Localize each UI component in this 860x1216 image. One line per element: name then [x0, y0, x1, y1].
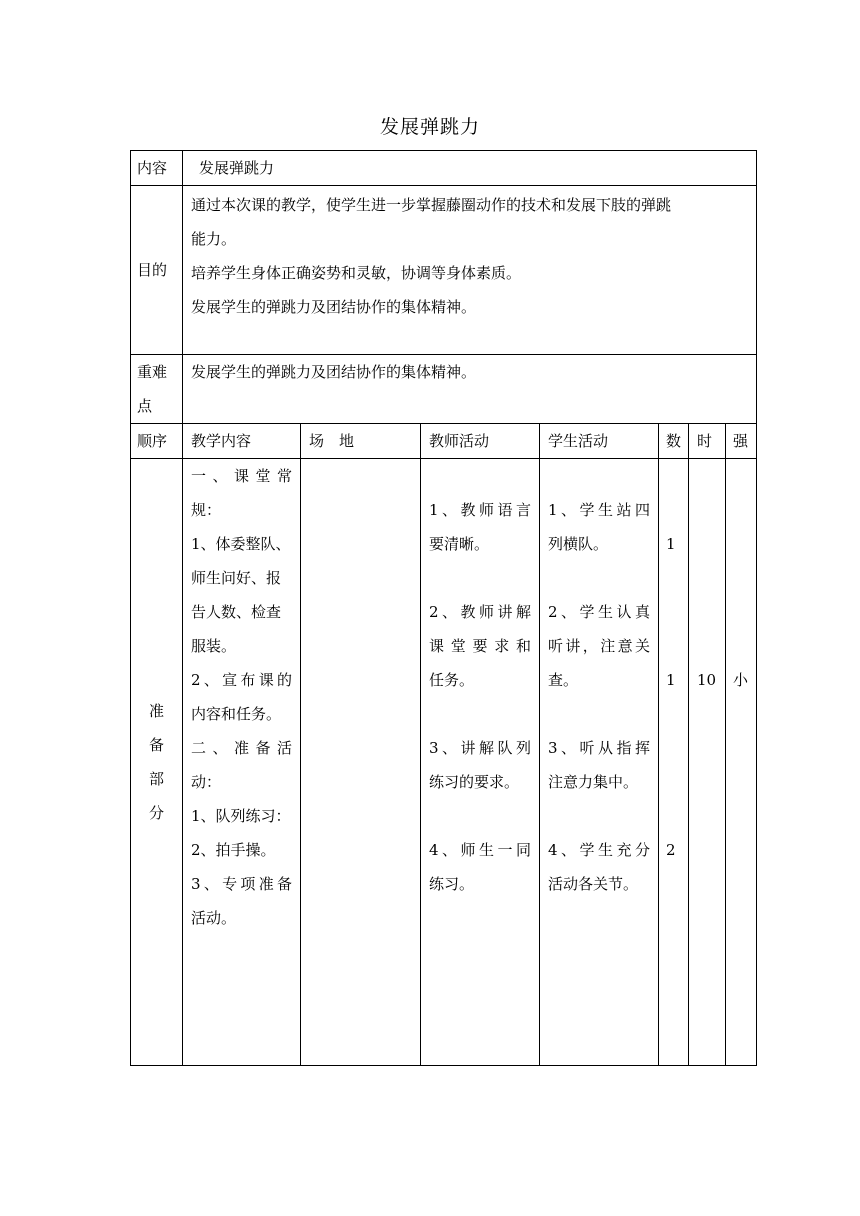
content-line: 1、队列练习： — [191, 807, 291, 825]
count-cell — [659, 459, 689, 1066]
teacher-line: 练习的要求。 — [429, 773, 520, 791]
student-line: 查。 — [548, 671, 579, 689]
student-line — [548, 697, 650, 731]
section-label-char: 分 — [148, 804, 164, 822]
teacher-line: 练习。 — [429, 875, 475, 893]
section-label — [131, 459, 183, 1066]
student-line: 4、学生充分 — [548, 841, 650, 859]
teacher-line: 1、教师语言 — [429, 501, 531, 519]
teacher-line — [429, 697, 531, 731]
content-line: 二、准备活 — [191, 739, 292, 757]
teacher-line: 2、教师讲解 — [429, 603, 531, 621]
content-line: 2、拍手操。 — [191, 841, 276, 859]
header-row — [131, 424, 757, 459]
teacher-line: 4、师生一同 — [429, 841, 531, 859]
teacher-line: 3、讲解队列 — [429, 739, 531, 757]
count-value: 1 — [666, 671, 676, 689]
header-count: 数 — [659, 424, 689, 459]
student-line: 2、学生认真 — [548, 603, 650, 621]
goal-label: 目的 — [131, 186, 183, 355]
content-line: 师生问好、报 — [191, 569, 282, 587]
teacher-line — [429, 799, 531, 833]
student-line: 听讲，注意关 — [548, 637, 650, 655]
section-label-char: 备 — [148, 736, 164, 754]
document-title: 发展弹跳力 — [379, 116, 480, 138]
content-value: 发展弹跳力 — [183, 151, 757, 186]
goal-row — [131, 186, 757, 355]
header-intensity: 强 — [726, 424, 757, 459]
preparation-section-row — [131, 459, 757, 1066]
key-point-row — [131, 355, 757, 424]
student-line — [548, 561, 650, 595]
header-teaching-content: 教学内容 — [183, 424, 301, 459]
header-time: 时 — [689, 424, 726, 459]
content-line: 2、宣布课的 — [191, 671, 292, 689]
section-label-char: 部 — [148, 770, 164, 788]
header-teacher-activity: 教师活动 — [421, 424, 540, 459]
content-line: 活动。 — [191, 909, 237, 927]
content-line: 内容和任务。 — [191, 705, 282, 723]
teacher-line: 要清晰。 — [429, 535, 490, 553]
student-line: 活动各关节。 — [548, 875, 639, 893]
key-point-label — [131, 355, 183, 424]
content-line: 规： — [191, 501, 222, 519]
key-point-label-line-1: 重难 — [137, 363, 168, 381]
teacher-line: 课堂要求和 — [429, 637, 531, 655]
teacher-activity-cell — [421, 459, 540, 1066]
goal-line-3: 培养学生身体正确姿势和灵敏，协调等身体素质。 — [191, 264, 522, 282]
student-activity-cell — [540, 459, 659, 1066]
section-label-char: 准 — [148, 702, 164, 720]
goal-line-2: 能力。 — [191, 230, 237, 248]
goal-line-4: 发展学生的弹跳力及团结协作的集体精神。 — [191, 298, 477, 316]
content-line: 告人数、检查 — [191, 603, 282, 621]
time-cell — [689, 459, 726, 1066]
header-venue: 场 地 — [301, 424, 421, 459]
lesson-plan-table — [130, 150, 757, 1066]
venue-cell — [301, 459, 421, 1066]
content-line: 动： — [191, 773, 222, 791]
student-line: 3、听从指挥 — [548, 739, 650, 757]
student-line: 列横队。 — [548, 535, 609, 553]
content-line: 服装。 — [191, 637, 237, 655]
content-row — [131, 151, 757, 186]
content-line: 3、专项准备 — [191, 875, 292, 893]
teacher-line — [429, 561, 531, 595]
count-value: 2 — [666, 841, 676, 859]
count-value: 1 — [666, 535, 676, 553]
student-line — [548, 799, 650, 833]
intensity-cell — [726, 459, 757, 1066]
intensity-value: 小 — [733, 671, 749, 689]
student-line: 注意力集中。 — [548, 773, 639, 791]
content-line: 一、课堂常 — [191, 467, 292, 485]
teaching-content-cell — [183, 459, 301, 1066]
header-student-activity: 学生活动 — [540, 424, 659, 459]
key-point-label-line-2: 点 — [137, 397, 153, 415]
student-line: 1、学生站四 — [548, 501, 650, 519]
goal-line-1: 通过本次课的教学，使学生进一步掌握藤圈动作的技术和发展下肢的弹跳 — [191, 196, 672, 214]
goal-cell — [183, 186, 757, 355]
key-point-value: 发展学生的弹跳力及团结协作的集体精神。 — [183, 355, 757, 424]
content-line: 1、体委整队、 — [191, 535, 291, 553]
header-order: 顺序 — [131, 424, 183, 459]
content-label: 内容 — [131, 151, 183, 186]
time-value: 10 — [697, 671, 717, 689]
teacher-line: 任务。 — [429, 671, 475, 689]
